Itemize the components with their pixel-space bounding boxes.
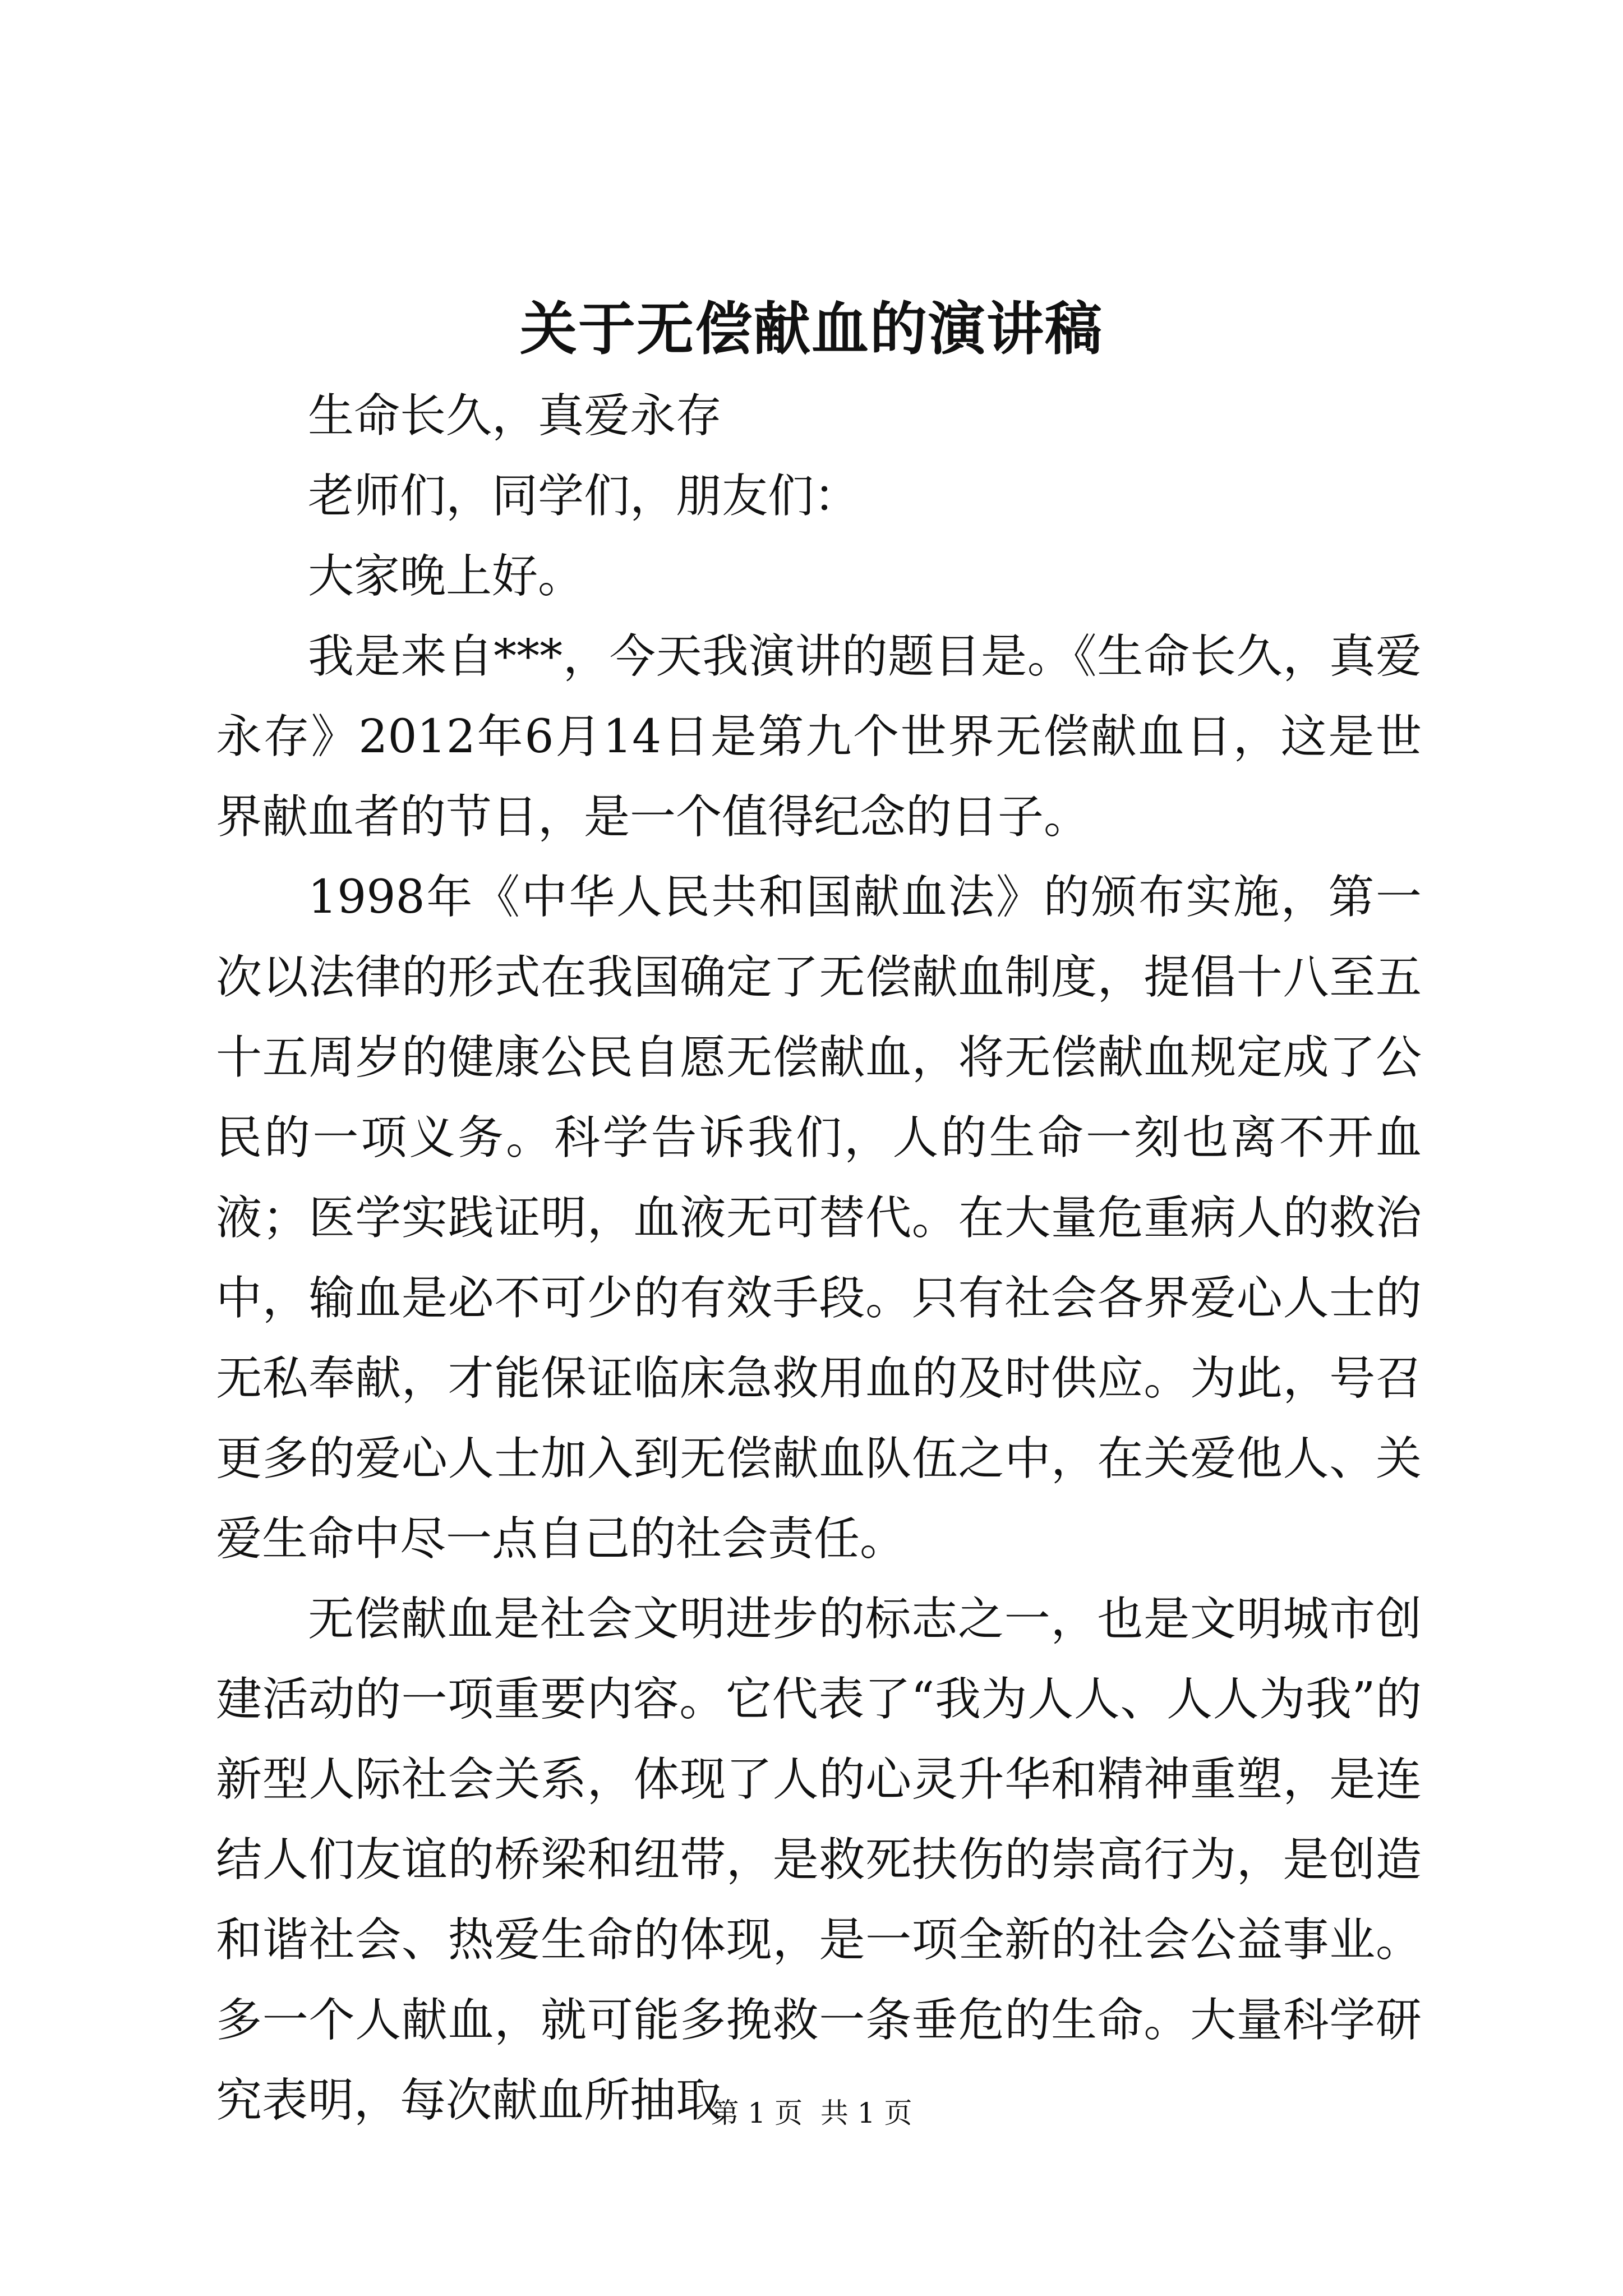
paragraph-law: 1998年《中华人民共和国献血法》的颁布实施，第一次以法律的形式在我国确定了无偿献血制度，提倡十八至五十五周岁的健康公民自愿无偿献血，将无偿献血规定成了公民的一项义务。科学告诉我们，人的生命一刻也离不开血液；医学实践证明，血液无可替代。在大量危重病人的救治中，输血是必不可少的有效手段。只有社会各界爱心人士的无私奉献，才能保证临床急救用血的及时供应。为此，号召更多的爱心人士加入到无偿献血队伍之中，在关爱他人、关爱生命中尽一点自己的社会责任。 <box>216 871 1422 1566</box>
paragraph-salutation: 老师们，同学们，朋友们： <box>308 470 860 523</box>
document-title: 关于无偿献血的演讲稿 <box>520 296 1103 363</box>
paragraph-greeting: 大家晚上好。 <box>308 550 584 603</box>
page-footer <box>0 2093 1623 2133</box>
paragraph-significance: 无偿献血是社会文明进步的标志之一，也是文明城市创建活动的一项重要内容。它代表了“我为人人、人人为我”的新型人际社会关系，体现了人的心灵升华和精神重塑，是连结人们友谊的桥梁和纽带，是救死扶伤的崇高行为，是创造和谐社会、热爱生命的体现，是一项全新的社会公益事业。多一个人献血，就可能多挽救一条垂危的生命。大量科学研究表明，每次献血所抽取 <box>216 1593 1422 2127</box>
paragraph-subtitle: 生命长久，真爱永存 <box>308 389 722 443</box>
document-body <box>216 376 1422 2141</box>
page-number-label: 第 1 页 共 1 页 <box>711 2097 912 2129</box>
paragraph-intro: 我是来自***，今天我演讲的题目是。《生命长久，真爱永存》2012年6月14日是第九个世界无偿献血日，这是世界献血者的节日，是一个值得纪念的日子。 <box>216 630 1422 844</box>
